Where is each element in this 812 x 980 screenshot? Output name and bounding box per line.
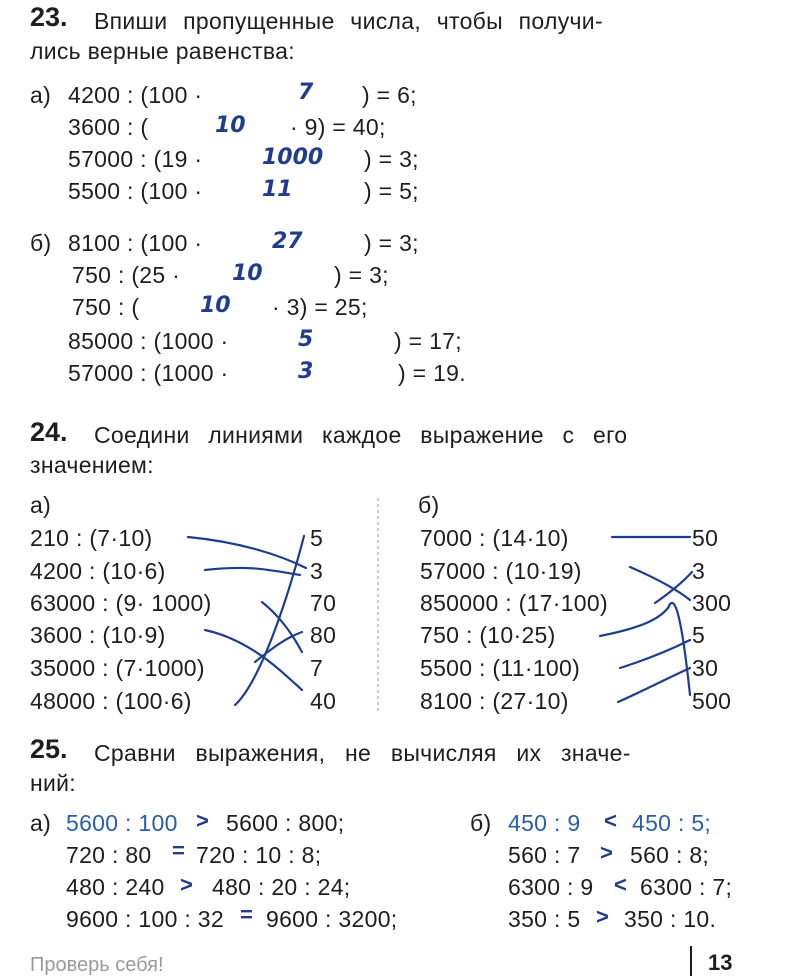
ex24b-line-57000-to-300 xyxy=(630,567,690,600)
exercise-23-title-line1: Впиши пропущенные числа, чтобы получи- xyxy=(94,8,603,34)
ex24a-value-2[interactable]: 3 xyxy=(310,558,324,584)
ex25a-row1-right: 5600 : 800; xyxy=(226,810,345,836)
ex23b-row3-right: · 3) = 25; xyxy=(272,294,368,320)
exercise-23b-label: б) xyxy=(30,230,52,256)
ex23b-row5-right: ) = 19. xyxy=(398,360,466,386)
ex25a-row4-right: 9600 : 3200; xyxy=(266,906,398,932)
ex25b-row4-sign: > xyxy=(596,904,609,929)
exercise-24b-label: б) xyxy=(418,492,440,518)
exercise-25a-label: а) xyxy=(30,810,52,836)
ex24b-value-6[interactable]: 500 xyxy=(692,688,732,714)
ex25b-row1-sign: < xyxy=(604,808,617,833)
ex23a-row2-right: · 9) = 40; xyxy=(290,114,386,140)
ex23b-row2-right: ) = 3; xyxy=(334,262,389,288)
ex23a-row3-right: ) = 3; xyxy=(364,146,419,172)
ex23b-row1-answer: 27 xyxy=(272,229,303,254)
exercise-23-title-line2: лись верные равенства: xyxy=(30,38,295,64)
ex24a-expression-5[interactable]: 35000 : (7·1000) xyxy=(30,655,205,681)
ex25b-row2-right: 560 : 8; xyxy=(630,842,710,868)
exercise-23-number: 23. xyxy=(30,2,68,32)
ex25b-row3-sign: < xyxy=(614,872,627,897)
exercise-24-number: 24. xyxy=(30,417,68,447)
ex24a-value-3[interactable]: 70 xyxy=(310,590,337,616)
ex23a-row2-answer: 10 xyxy=(215,113,246,138)
exercise-25b-label: б) xyxy=(470,810,492,836)
ex24b-line-850000-to-500 xyxy=(655,572,692,603)
exercise-24a-label: а) xyxy=(30,492,52,518)
ex25b-row1-right: 450 : 5; xyxy=(632,810,712,836)
ex24b-value-1[interactable]: 50 xyxy=(692,525,719,551)
ex24a-line-63000-to-7 xyxy=(262,602,302,652)
ex24b-expression-6[interactable]: 8100 : (27·10) xyxy=(420,688,569,714)
ex24a-line-3600-to-40 xyxy=(205,630,302,690)
ex23b-row5-left: 57000 : (1000 · xyxy=(68,360,229,386)
ex24b-value-5[interactable]: 30 xyxy=(692,655,719,681)
exercise-25-title-line1: Сравни выражения, не вычисляя их значе- xyxy=(94,740,631,766)
ex23a-row3-left: 57000 : (19 · xyxy=(68,146,203,172)
ex25a-row4-sign: = xyxy=(240,902,253,927)
ex25a-row4-left: 9600 : 100 : 32 xyxy=(66,906,224,932)
ex24a-line-35000-to-5 xyxy=(255,632,302,662)
ex23b-row3-left: 750 : ( xyxy=(72,294,140,320)
ex23b-row1-right: ) = 3; xyxy=(364,230,419,256)
ex23a-row1-answer: 7 xyxy=(298,80,314,105)
ex24a-value-5[interactable]: 7 xyxy=(310,655,324,681)
ex24a-expression-2[interactable]: 4200 : (10·6) xyxy=(30,558,166,584)
ex25a-row3-left: 480 : 240 xyxy=(66,874,165,900)
ex23a-row4-right: ) = 5; xyxy=(364,178,419,204)
exercise-24-title-line2: значением: xyxy=(30,452,154,478)
ex23a-row1-left: 4200 : (100 · xyxy=(68,82,203,108)
ex24a-value-1[interactable]: 5 xyxy=(310,525,324,551)
ex24b-line-8100-to-30 xyxy=(618,668,690,702)
ex23b-row3-answer: 10 xyxy=(200,293,231,318)
ex25b-row4-left: 350 : 5 xyxy=(508,906,581,932)
ex25a-row2-right: 720 : 10 : 8; xyxy=(196,842,322,868)
ex24a-line-48000-to-80 xyxy=(235,536,304,705)
ex24a-expression-3[interactable]: 63000 : (9· 1000) xyxy=(30,590,212,616)
ex25a-row2-sign: = xyxy=(172,838,185,863)
ex23a-row3-answer: 1000 xyxy=(262,145,324,170)
ex23b-row5-answer: 3 xyxy=(298,359,314,384)
ex24b-line-750-to-3 xyxy=(600,603,690,695)
ex24a-line-4200-to-70 xyxy=(205,568,300,575)
exercise-23a-label: а) xyxy=(30,82,52,108)
ex24b-expression-3[interactable]: 850000 : (17·100) xyxy=(420,590,608,616)
page-number: 13 xyxy=(708,950,733,975)
ex24a-expression-1[interactable]: 210 : (7·10) xyxy=(30,525,153,551)
ex24b-value-4[interactable]: 5 xyxy=(692,622,706,648)
ex25b-row2-left: 560 : 7 xyxy=(508,842,581,868)
ex23b-row1-left: 8100 : (100 · xyxy=(68,230,203,256)
ex23a-row2-left: 3600 : ( xyxy=(68,114,149,140)
ex24a-value-4[interactable]: 80 xyxy=(310,622,337,648)
ex25a-row3-sign: > xyxy=(180,872,193,897)
ex23a-row4-answer: 11 xyxy=(262,177,293,202)
ex24a-value-6[interactable]: 40 xyxy=(310,688,337,714)
exercise-24-title-line1: Соедини линиями каждое выражение с его xyxy=(94,422,628,448)
ex23b-row4-left: 85000 : (1000 · xyxy=(68,328,229,354)
ex25a-row2-left: 720 : 80 xyxy=(66,842,152,868)
ex23b-row4-answer: 5 xyxy=(298,327,314,352)
ex24a-expression-6[interactable]: 48000 : (100·6) xyxy=(30,688,192,714)
ex23b-row4-right: ) = 17; xyxy=(394,328,462,354)
ex24b-expression-1[interactable]: 7000 : (14·10) xyxy=(420,525,569,551)
ex23b-row2-answer: 10 xyxy=(232,261,263,286)
ex24a-expression-4[interactable]: 3600 : (10·9) xyxy=(30,622,166,648)
ex23a-row1-right: ) = 6; xyxy=(362,82,417,108)
ex24b-expression-2[interactable]: 57000 : (10·19) xyxy=(420,558,582,584)
ex24b-line-5500-to-5 xyxy=(620,640,690,668)
ex25b-row4-right: 350 : 10. xyxy=(624,906,717,932)
ex24b-value-2[interactable]: 3 xyxy=(692,558,706,584)
exercise-25-number: 25. xyxy=(30,734,68,764)
ex23b-row2-left: 750 : (25 · xyxy=(72,262,181,288)
ex24b-expression-4[interactable]: 750 : (10·25) xyxy=(420,622,556,648)
ex25a-row1-left: 5600 : 100 xyxy=(66,810,178,836)
ex24b-value-3[interactable]: 300 xyxy=(692,590,732,616)
ex24a-line-210-to-3 xyxy=(188,537,306,568)
ex23a-row4-left: 5500 : (100 · xyxy=(68,178,203,204)
footer-check-yourself: Проверь себя! xyxy=(30,954,164,976)
ex25b-row2-sign: > xyxy=(600,840,613,865)
ex25a-row1-sign: > xyxy=(196,808,209,833)
ex24b-expression-5[interactable]: 5500 : (11·100) xyxy=(420,655,581,681)
footer-divider xyxy=(690,946,692,976)
ex25a-row3-right: 480 : 20 : 24; xyxy=(212,874,351,900)
ex25b-row3-right: 6300 : 7; xyxy=(640,874,733,900)
ex25b-row3-left: 6300 : 9 xyxy=(508,874,594,900)
exercise-25-title-line2: ний: xyxy=(30,770,76,796)
ex25b-row1-left: 450 : 9 xyxy=(508,810,581,836)
